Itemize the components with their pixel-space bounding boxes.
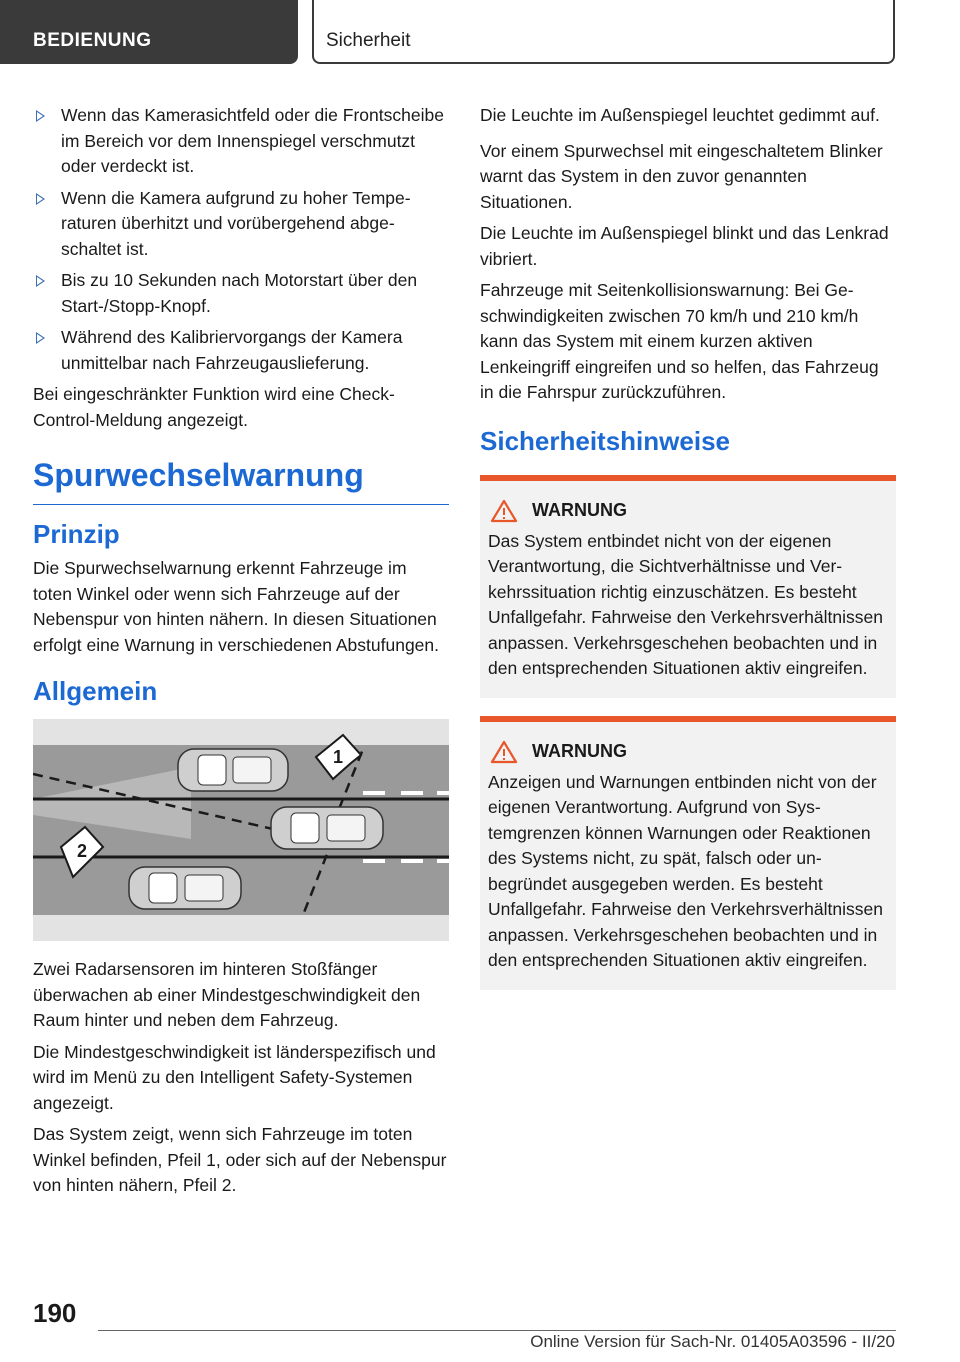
section-title: Spurwechselwarnung: [33, 457, 449, 505]
arrow-1-label: 1: [333, 747, 344, 767]
arrows-paragraph: Das System zeigt, wenn sich Fahrzeuge im toten Winkel befinden, Pfeil 1, oder sich auf der Nebenspur von hinten nähern, Pfeil 2.: [33, 1124, 447, 1195]
car-icon: [178, 749, 288, 791]
lane-change-diagram: [33, 719, 449, 941]
list-item: Während des Kalibriervorgangs der Kamera unmittelbar nach Fahrzeugauslieferung.: [33, 325, 449, 376]
header-topic-label: Sicherheit: [326, 30, 411, 51]
car-icon: [129, 867, 241, 909]
header-section-label: BEDIENUNG: [33, 30, 152, 51]
mirror-light-paragraph: Die Leuchte im Außenspiegel leuchtet gedimmt auf.: [480, 105, 880, 125]
allgemein-heading: Allgemein: [33, 676, 158, 706]
warning-header: [488, 740, 888, 764]
bullet-triangle-icon: [36, 193, 45, 205]
list-item: Bis zu 10 Sekunden nach Motorstart über den Start-/Stopp-Knopf.: [33, 268, 449, 319]
mirror-blink-paragraph: Die Leuchte im Außenspiegel blinkt und das Lenkrad vibriert.: [480, 223, 889, 269]
warning-box: [480, 716, 896, 990]
warning-text: Anzeigen und Warnungen entbinden nicht von der eigenen Verantwortung. Aufgrund von Systemgrenzen können Warnungen oder Reaktionen des Systems nicht, zu spät, falsch oder unbegründet ausgegeben werden. Es besteht Unfallgefahr. Fahrweise den Verkehrsverhältnissen anpassen. Verkehrsgeschehen beobachten und in den entsprechenden Situationen aktiv eingreifen.: [488, 771, 883, 970]
check-control-text: Bei eingeschränkter Funktion wird eine Check-Control-Meldung angezeigt.: [33, 384, 395, 430]
safety-heading: Sicherheitshinweise: [480, 425, 730, 456]
radar-paragraph: Zwei Radarsensoren im hinteren Stoßfänger überwachen ab einer Mindestgeschwindigkeit den Raum hinter und neben dem Fahrzeug.: [33, 959, 421, 1030]
condition-list: [33, 103, 449, 376]
lane-change-illustration: [33, 719, 449, 941]
speed-paragraph: Die Mindestgeschwindigkeit ist länderspezifisch und wird im Menü zu den Intelligent Safety-Systemen angezeigt.: [33, 1041, 436, 1113]
warning-label: WARNUNG: [532, 500, 627, 520]
list-item: Wenn das Kamerasichtfeld oder die Frontscheibe im Bereich vor dem Innenspiegel verschmutzt oder verdeckt ist.: [33, 103, 449, 180]
car-icon: [271, 807, 383, 849]
page-number: 190: [33, 1298, 77, 1328]
header-topic-tab: [312, 0, 895, 64]
warning-triangle-icon: [490, 740, 518, 764]
warning-header: [488, 499, 888, 523]
warning-text: Das System entbindet nicht von der eigenen Verantwortung, die Sichtverhältnisse und Verkehrssituation richtig einzuschätzen. Es besteht Unfallgefahr. Fahrweise den Verkehrsverhältnissen anpassen. Verkehrsgeschehen beobachten und in den entsprechenden Situationen aktiv eingreifen.: [488, 530, 883, 678]
list-item: Wenn die Kamera aufgrund zu hoher Temperaturen überhitzt und vorübergehend abgeschaltet ist.: [33, 186, 449, 263]
warning-triangle-icon: [490, 499, 518, 523]
prinzip-text: Die Spurwechselwarnung erkennt Fahrzeuge im toten Winkel oder wenn sich Fahrzeuge auf der Nebenspur von hinten nähern. In diesen Situationen erfolgt eine Warnung in verschiedenen Abstufungen.: [33, 558, 440, 655]
blinker-paragraph: Vor einem Spurwechsel mit eingeschaltetem Blinker warnt das System in den zuvor genannten Situationen.: [480, 140, 883, 212]
header-section-tab: [0, 0, 298, 64]
arrow-2-label: 2: [77, 841, 88, 861]
prinzip-heading: Prinzip: [33, 519, 120, 549]
warning-label: WARNUNG: [532, 741, 627, 761]
side-collision-paragraph: Fahrzeuge mit Seitenkollisionswarnung: Bei Geschwindigkeiten zwischen 70 km/h und 210 km/h kann das System mit einem kurzen aktiven Lenkeingriff eingreifen und so helfen, das Fahrzeug in die Fahrspur zurückzuführen.: [480, 280, 879, 402]
footer-online-version: Online Version für Sach-Nr. 01405A03596 - II/20: [530, 1332, 895, 1351]
left-column: [33, 103, 449, 1205]
bullet-triangle-icon: [36, 332, 45, 344]
bullet-triangle-icon: [36, 275, 45, 287]
warning-box: [480, 475, 896, 698]
bullet-triangle-icon: [36, 110, 45, 122]
footer-divider: [98, 1330, 896, 1331]
right-column: [480, 103, 896, 1008]
